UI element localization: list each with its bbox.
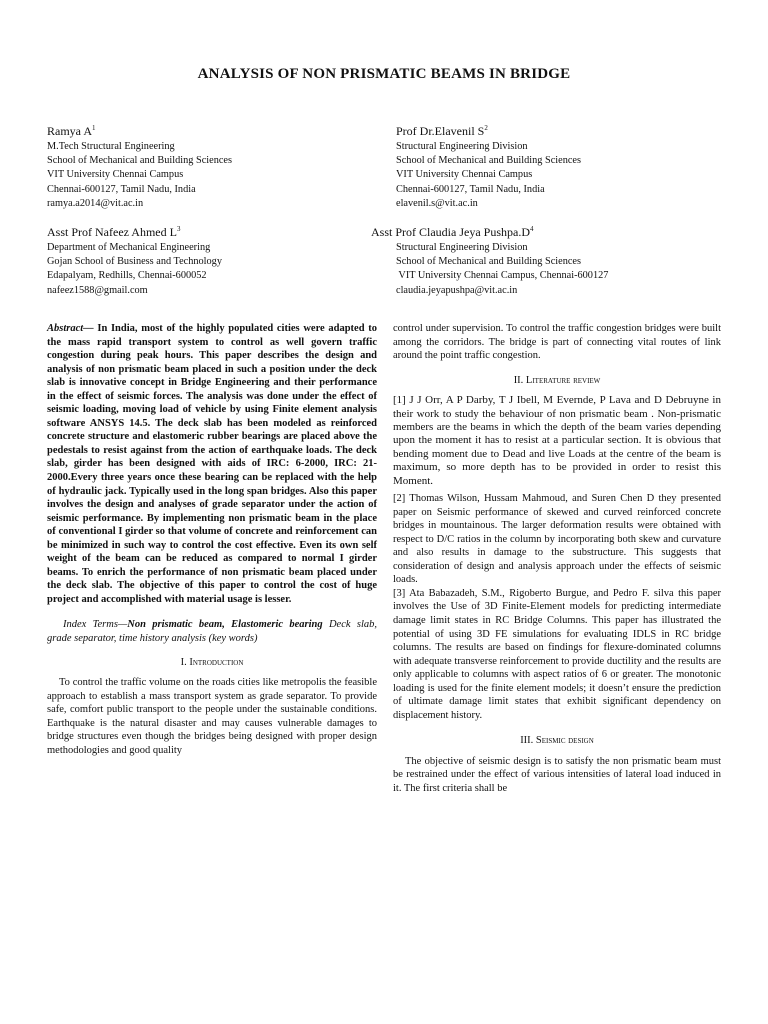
author-affiliation-line: School of Mechanical and Building Sciences: [396, 256, 582, 268]
section-heading-seismic-design: III. Seismic design: [520, 735, 594, 747]
author-name: Asst Prof Claudia Jeya Pushpa.D: [371, 225, 530, 239]
abstract-text: In India, most of the highly populated cities were adapted to the mass rapid transport system to control as well govern traffic congestion during peak hours. This paper describes the design and analysis of non prismatic beam placed in such a position under the deck slab is innovative concept in Bridge Engineering and their performance in the effect of seismic forces. The analysis was done under the effect of seismic loading, moving load of vehicle by using Finite element analysis software ANSYS 14.5. The deck slab has been modeled as reinforced concrete structure and elastomeric rubber bearings are placed above the pedestals to resist against from the action of earthquake loads. The deck slab, girder has been designed with aids of IRC: 6-2000, IRC: 21-2000.Every three years once these bearing can be replaced with the help of hydraulic jack. Typically used in the long span bridges. Also this paper involves the design and analyses of grade separator under the action of seismic performance. By implementing non prismatic beam in the place of conventional I girder so that volume of concrete and reinforcement can be minimized in such way to control the cost effective. Even its own self weight of the beam can be reduced as compared to normal I girder beams. To enrich the performance of non prismatic beam placed under the deck slab. The objective of this paper to control the cost of huge project and accomplished with material usage is lesser.: [47, 323, 377, 605]
author-block-2: [396, 121, 736, 211]
section-heading-introduction: I. Introduction: [180, 656, 244, 668]
author-affiliation-line: Department of Mechanical Engineering: [47, 242, 211, 253]
author-sup: 1: [92, 124, 96, 132]
author-affiliation-line: Edapalyam, Redhills, Chennai-600052: [47, 270, 207, 282]
author-affiliation-line: VIT University Chennai Campus: [396, 169, 533, 181]
abstract-label: Abstract—: [47, 323, 94, 334]
author-affiliation-line: Gojan School of Business and Technology: [47, 256, 222, 268]
author-affiliation-line: VIT University Chennai Campus: [47, 169, 184, 181]
author-email: nafeez1588@gmail.com: [47, 284, 148, 296]
author-block-4: [371, 222, 741, 298]
index-terms: [47, 618, 377, 645]
reference-paragraph-3: [3] Ata Babazadeh, S.M., Rigoberto Burgue, and Pedro F. silva this paper involves the Use of 3D Finite-Element models for predicting intermediate damage limit states in RC Bridge Columns. This paper has illustrated the potential of using 3D FE simulations for evaluating IDLS in RC bridge columns. The results are based on findings for flexure-dominated columns with adequate transverse reinforcement to provide ductility and the results are only applicable to columns with aspect ratios of 6 or greater. The monotonic loading is used for the finite element models; it doesn’t ensure the prediction of ultimate damage limit states that exhibit significant dependency on displacement history.: [393, 587, 721, 721]
author-name: Asst Prof Nafeez Ahmed L: [47, 225, 177, 239]
author-email: claudia.jeyapushpa@vit.ac.in: [396, 284, 518, 296]
author-affiliation-line: VIT University Chennai Campus, Chennai-600127: [396, 270, 609, 282]
author-affiliation-line: Structural Engineering Division: [396, 141, 528, 152]
introduction-paragraph: To control the traffic volume on the roads cities like metropolis the feasible approach to establish a mass transport system as grade separator. To provide safe, comfort public transport to the people under the sustainable conditions. Earthquake is the natural disaster and may causes vulnerable damages to bridge structures even though the bridges being designed with proper design methodologies and good quality: [47, 677, 377, 756]
index-terms-keywords: Non prismatic beam, Elastomeric bearing: [127, 619, 323, 631]
author-sup: 3: [176, 225, 181, 233]
author-block-3: [47, 222, 367, 298]
section-heading-literature-review: II. Literature review: [513, 374, 601, 386]
author-sup: 2: [484, 124, 488, 132]
author-block-1: [47, 121, 367, 211]
author-affiliation-line: Structural Engineering Division: [396, 242, 528, 253]
introduction-continued-paragraph: control under supervision. To control the traffic congestion bridges were built among the corridors. The bridge is part of connecting vital routes of link around the point traffic congestion.: [393, 323, 721, 362]
index-terms-label: Index Terms—: [63, 619, 128, 631]
author-sup: 4: [530, 225, 534, 233]
author-affiliation-line: Chennai-600127, Tamil Nadu, India: [47, 183, 196, 195]
author-email: ramya.a2014@vit.ac.in: [47, 197, 144, 209]
author-name: Prof Dr.Elavenil S: [396, 124, 485, 138]
author-email: elavenil.s@vit.ac.in: [396, 197, 478, 209]
author-affiliation-line: Chennai-600127, Tamil Nadu, India: [396, 183, 545, 195]
author-affiliation-line: School of Mechanical and Building Sciences: [396, 155, 582, 167]
paper-title: ANALYSIS OF NON PRISMATIC BEAMS IN BRIDGE: [197, 66, 571, 82]
author-name: Ramya A: [47, 124, 92, 138]
reference-paragraph-1: [1] J J Orr, A P Darby, T J Ibell, M Evernde, P Lava and D Debruyne in their work to study the behaviour of non prismatic beam . Non-prismatic members are the beams in which the depth of the beam varies depending upon the moment it has to resist at a particular section. It is obvious that bending moment due to Dead and live Loads at the centre of the beam is maximum, so more depth has to be provided in order to resist this Moment.: [393, 394, 721, 487]
right-column: [393, 322, 721, 796]
seismic-design-paragraph: The objective of seismic design is to satisfy the non prismatic beam must be restrained under the effect of various intensities of lateral load induced in it. The first criteria shall be: [393, 755, 721, 794]
author-affiliation-line: M.Tech Structural Engineering: [47, 141, 175, 152]
author-affiliation-line: School of Mechanical and Building Sciences: [47, 155, 233, 167]
abstract: [47, 322, 377, 606]
left-column: [47, 322, 377, 757]
index-terms-rest: Deck slab, grade separator, time history analysis (key words): [47, 619, 377, 645]
reference-paragraph-2: [2] Thomas Wilson, Hussam Mahmoud, and Suren Chen D they presented paper on Seismic performance of skewed and curved reinforced concrete bridges in mountainous. The larger deformation results were obtained with respect to D/C ratios in the column by incorporating both skew and curvature and also results in damage to the substructure. This suggests that consideration of design and analysis approach under the effects of seismic loads.: [393, 493, 721, 586]
